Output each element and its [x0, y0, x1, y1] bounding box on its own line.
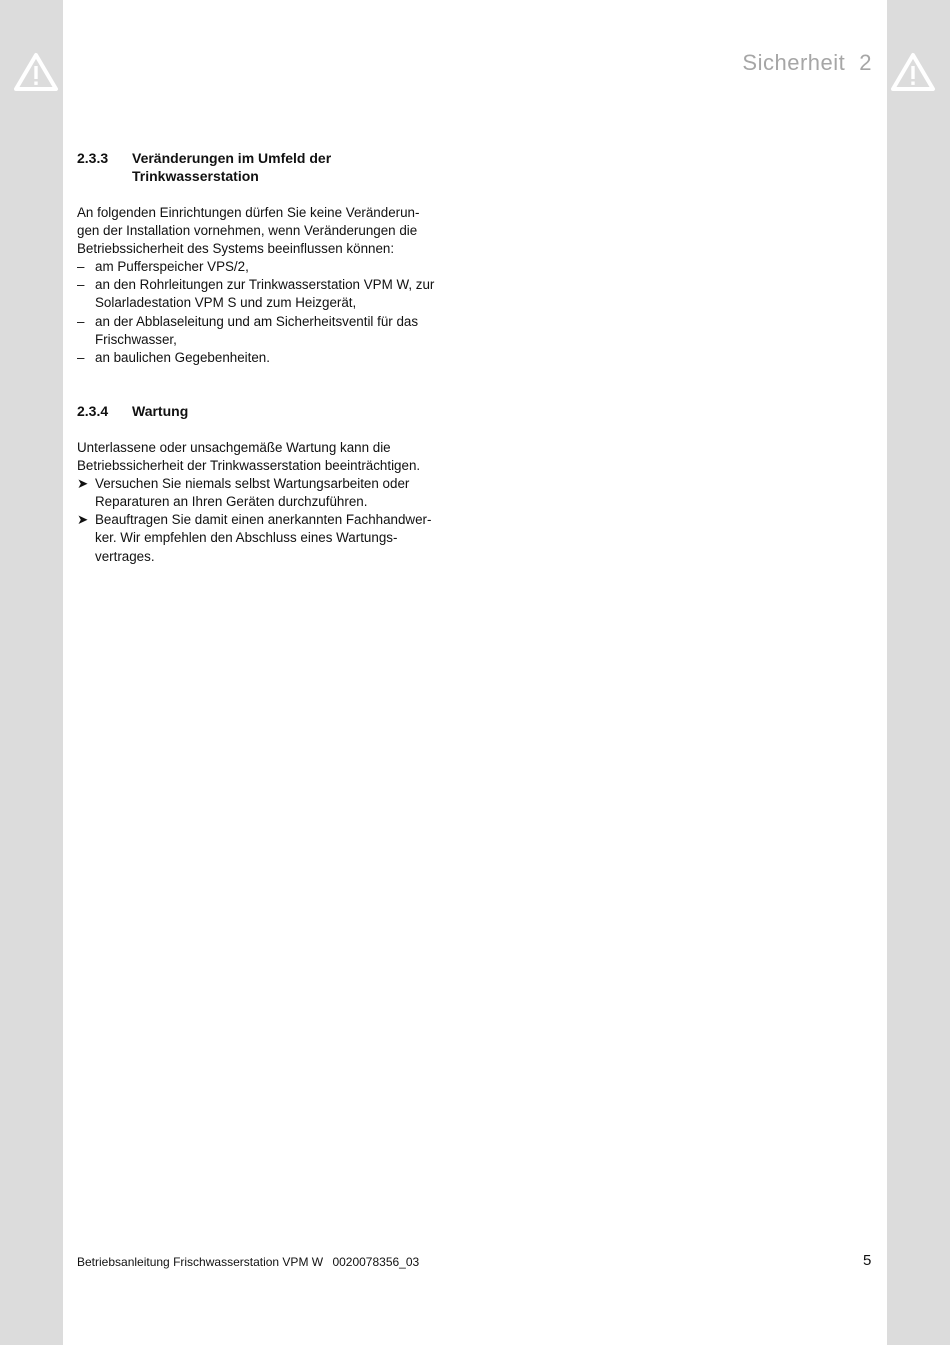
- footer-document-title: Betriebsanleitung Frischwasserstation VPM W: [77, 1255, 324, 1269]
- section-2-3-3-body: [77, 204, 467, 367]
- intro-paragraph: [77, 204, 467, 258]
- dash-marker: –: [77, 349, 85, 365]
- list-item: [77, 349, 467, 367]
- text-line: Betriebssicherheit des Systems beeinflussen können:: [77, 241, 395, 257]
- list-item: [77, 475, 467, 511]
- section-title: Wartung: [132, 403, 189, 419]
- list-item: [77, 511, 467, 565]
- footer-document-info: [77, 1255, 419, 1269]
- dash-marker: –: [77, 313, 85, 329]
- list-item-text: ker. Wir empfehlen den Abschluss eines Wartungs-: [95, 530, 398, 546]
- list-item: [77, 313, 467, 349]
- chapter-title: Sicherheit: [742, 50, 846, 75]
- section-heading-2-3-3: [77, 149, 477, 185]
- text-line: An folgenden Einrichtungen dürfen Sie keine Veränderun-: [77, 205, 420, 220]
- dash-marker: –: [77, 277, 85, 293]
- section-number: 2.3.3: [77, 150, 109, 166]
- list-item-text: an den Rohrleitungen zur Trinkwasserstation VPM W, zur: [95, 277, 435, 293]
- chapter-number: 2: [859, 50, 872, 75]
- warning-triangle-icon: [890, 52, 936, 92]
- footer-document-code: 0020078356_03: [332, 1255, 420, 1269]
- section-number: 2.3.4: [77, 403, 109, 419]
- list-item-text: Frischwasser,: [95, 331, 177, 347]
- instruction-list: [77, 475, 467, 565]
- page-number: 5: [863, 1252, 872, 1269]
- section-title-line: Veränderungen im Umfeld der: [132, 150, 332, 166]
- section-title: [132, 149, 331, 185]
- list-item-text: Versuchen Sie niemals selbst Wartungsarbeiten oder: [95, 476, 410, 492]
- text-line: Betriebssicherheit der Trinkwasserstation beeinträchtigen.: [77, 458, 421, 474]
- list-item: [77, 258, 467, 276]
- dash-marker: –: [77, 259, 85, 275]
- section-2-3-4-body: [77, 439, 467, 566]
- text-line: Unterlassene oder unsachgemäße Wartung kann die: [77, 440, 391, 455]
- list-item-text: Solarladestation VPM S und zum Heizgerät,: [95, 295, 357, 311]
- list-item-text: an baulichen Gegebenheiten.: [95, 349, 270, 365]
- dash-list: [77, 258, 467, 367]
- document-page: [63, 0, 887, 1345]
- list-item-text: Reparaturen an Ihren Geräten durchzuführen.: [95, 494, 368, 510]
- chapter-header: [742, 50, 872, 76]
- list-item-text: Beauftragen Sie damit einen anerkannten Fachhandwer-: [95, 512, 432, 528]
- section-heading-2-3-4: [77, 402, 477, 420]
- text-line: gen der Installation vornehmen, wenn Veränderungen die: [77, 223, 418, 239]
- list-item-text: am Pufferspeicher VPS/2,: [95, 259, 249, 275]
- list-item-text: an der Abblaseleitung und am Sicherheitsventil für das: [95, 313, 419, 329]
- intro-paragraph: [77, 439, 467, 475]
- list-item: [77, 276, 467, 312]
- arrow-marker-icon: ➤: [77, 476, 89, 492]
- section-title-line: Trinkwasserstation: [132, 168, 259, 184]
- warning-triangle-icon: [13, 52, 59, 92]
- list-item-text: vertrages.: [95, 548, 155, 564]
- arrow-marker-icon: ➤: [77, 512, 89, 528]
